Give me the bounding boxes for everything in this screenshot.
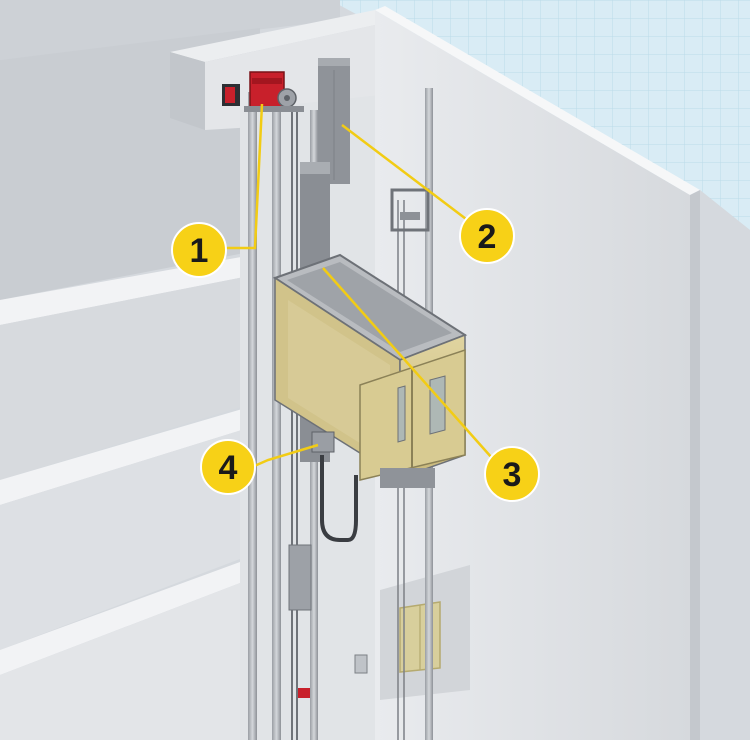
rail-bracket-clamp [400, 212, 420, 220]
guide-rail-center [272, 100, 281, 740]
traction-machine [250, 72, 284, 110]
callout-3 [485, 447, 539, 501]
safety-gear [312, 432, 334, 452]
cabin-door-window-left [398, 386, 405, 442]
callout-4-label: 4 [218, 449, 238, 487]
cabin-sill [380, 468, 435, 488]
counterweight [289, 545, 311, 610]
machine-bedplate [244, 106, 304, 112]
callout-2-label: 2 [477, 218, 497, 256]
shaft-top-inner-wall [170, 52, 205, 130]
callout-2 [460, 209, 514, 263]
shaft-side-wall-thickness [690, 190, 700, 740]
callout-4 [201, 440, 255, 494]
guide-rail-left [248, 92, 257, 740]
traction-machine-band [252, 78, 282, 84]
callout-1 [172, 223, 226, 277]
car-frame-crosshead [300, 162, 330, 174]
control-cabinet-top [318, 58, 350, 66]
cabin-door-window-right [430, 376, 445, 434]
callout-1-label: 1 [189, 232, 209, 270]
callout-3-label: 3 [502, 456, 522, 494]
controller-box-front [225, 87, 235, 103]
sheave-hub [284, 95, 290, 101]
exterior-wall [700, 190, 750, 740]
pit-buffer [355, 655, 367, 673]
buffer-red [298, 688, 310, 698]
